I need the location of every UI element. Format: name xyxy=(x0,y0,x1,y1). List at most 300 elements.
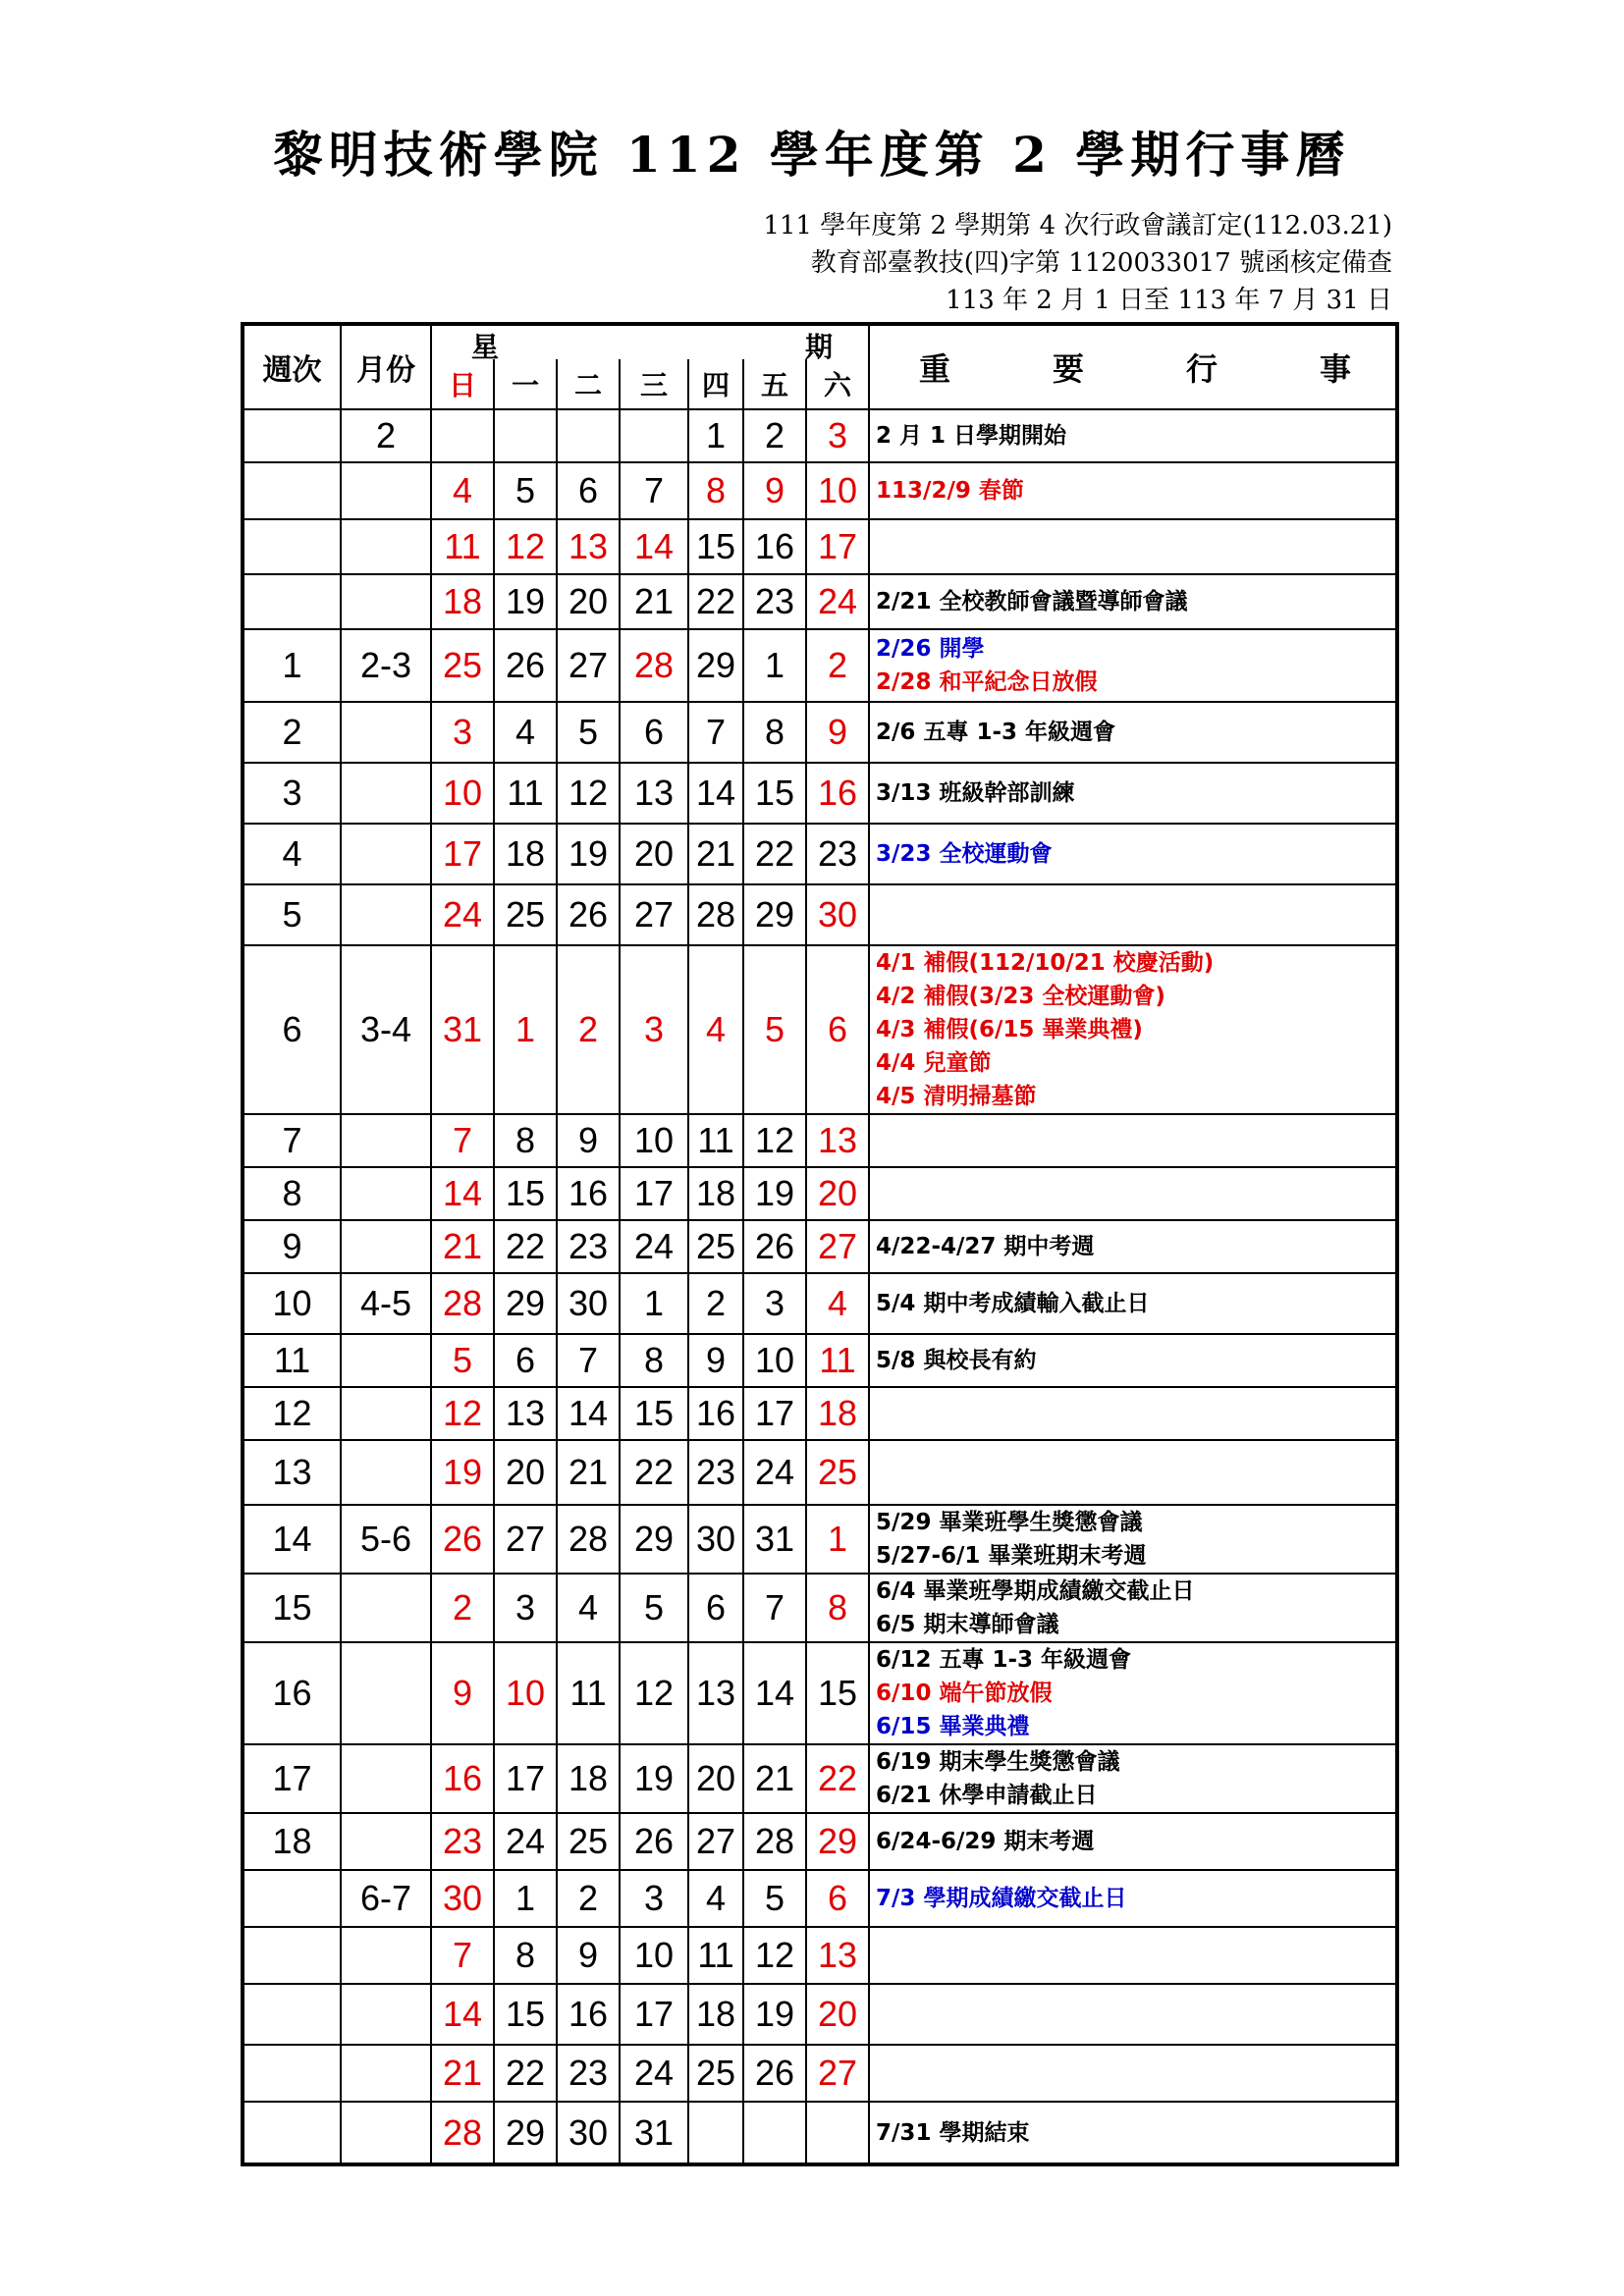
day-cell: 28 xyxy=(620,629,688,702)
day-cell: 17 xyxy=(743,1387,806,1440)
day-cell: 23 xyxy=(688,1440,743,1505)
day-cell: 20 xyxy=(620,824,688,884)
day-cell: 19 xyxy=(743,1984,806,2045)
header-week: 週次 xyxy=(243,324,341,409)
day-cell: 21 xyxy=(688,824,743,884)
day-header-wed: 三 xyxy=(620,359,688,409)
month-label xyxy=(341,1220,431,1273)
day-cell: 4 xyxy=(688,1870,743,1927)
event-item: 4/2 補假(3/23 全校運動會) xyxy=(876,984,1165,1009)
day-cell: 16 xyxy=(431,1744,494,1813)
day-cell: 27 xyxy=(620,884,688,945)
day-cell: 30 xyxy=(431,1870,494,1927)
day-cell: 11 xyxy=(688,1927,743,1984)
event-item: 3/13 班級幹部訓練 xyxy=(876,780,1075,806)
week-number: 8 xyxy=(243,1167,341,1220)
day-cell: 10 xyxy=(494,1642,557,1744)
day-cell: 3 xyxy=(620,945,688,1114)
month-label xyxy=(341,1387,431,1440)
calendar-row xyxy=(243,462,1397,519)
month-label xyxy=(341,519,431,574)
week-number: 9 xyxy=(243,1220,341,1273)
day-cell: 20 xyxy=(806,1167,869,1220)
calendar-row xyxy=(243,1387,1397,1440)
day-cell: 9 xyxy=(743,462,806,519)
day-cell: 6 xyxy=(494,1334,557,1387)
week-number: 12 xyxy=(243,1387,341,1440)
events-cell xyxy=(869,1870,1397,1927)
event-item: 4/5 清明掃墓節 xyxy=(876,1084,1037,1109)
event-item: 2/28 和平紀念日放假 xyxy=(876,669,1098,695)
month-label xyxy=(341,1984,431,2045)
day-cell: 7 xyxy=(688,702,743,763)
events-cell xyxy=(869,1167,1397,1220)
calendar-table xyxy=(241,322,1399,2166)
calendar-row xyxy=(243,1642,1397,1744)
day-cell: 18 xyxy=(494,824,557,884)
day-cell: 12 xyxy=(557,763,620,824)
events-cell xyxy=(869,1114,1397,1167)
header-events-char: 行 xyxy=(1186,350,1218,388)
day-header-fri: 五 xyxy=(743,359,806,409)
day-cell: 22 xyxy=(620,1440,688,1505)
day-cell: 16 xyxy=(743,519,806,574)
day-cell: 30 xyxy=(557,2102,620,2164)
day-cell: 8 xyxy=(806,1574,869,1642)
events-cell xyxy=(869,629,1397,702)
day-cell: 8 xyxy=(688,462,743,519)
day-cell: 21 xyxy=(620,574,688,629)
day-cell: 28 xyxy=(688,884,743,945)
day-header-tue: 二 xyxy=(557,359,620,409)
calendar-row xyxy=(243,884,1397,945)
day-header-thu: 四 xyxy=(688,359,743,409)
day-cell: 14 xyxy=(688,763,743,824)
day-cell: 25 xyxy=(688,2045,743,2102)
calendar-row xyxy=(243,1114,1397,1167)
header-period-char: 期 xyxy=(805,331,834,363)
day-cell: 17 xyxy=(620,1167,688,1220)
event-item: 6/19 期末學生獎懲會議 xyxy=(876,1749,1120,1775)
day-cell: 9 xyxy=(557,1927,620,1984)
event-item: 7/3 學期成績繳交截止日 xyxy=(876,1886,1127,1911)
day-cell: 26 xyxy=(743,2045,806,2102)
event-item: 113/2/9 春節 xyxy=(876,478,1024,504)
month-label: 2 xyxy=(341,409,431,462)
week-number xyxy=(243,409,341,462)
day-cell: 23 xyxy=(806,824,869,884)
calendar-body xyxy=(243,409,1397,2164)
day-cell: 5 xyxy=(557,702,620,763)
events-cell xyxy=(869,702,1397,763)
event-item: 6/10 端午節放假 xyxy=(876,1681,1053,1706)
day-cell: 11 xyxy=(688,1114,743,1167)
day-cell: 28 xyxy=(431,2102,494,2164)
event-item: 6/21 休學申請截止日 xyxy=(876,1783,1098,1808)
event-item: 4/3 補假(6/15 畢業典禮) xyxy=(876,1017,1143,1042)
day-cell: 29 xyxy=(620,1505,688,1574)
event-item: 5/27-6/1 畢業班期末考週 xyxy=(876,1543,1147,1569)
day-cell: 13 xyxy=(557,519,620,574)
events-cell xyxy=(869,462,1397,519)
header-star-char: 星 xyxy=(471,331,500,363)
month-label xyxy=(341,1114,431,1167)
day-cell: 24 xyxy=(620,1220,688,1273)
calendar-row xyxy=(243,1334,1397,1387)
day-cell: 18 xyxy=(557,1744,620,1813)
day-cell: 28 xyxy=(743,1813,806,1870)
event-item: 5/29 畢業班學生獎懲會議 xyxy=(876,1510,1143,1535)
day-cell: 15 xyxy=(494,1167,557,1220)
day-cell: 23 xyxy=(743,574,806,629)
semester-date-range: 113 年 2 月 1 日至 113 年 7 月 31 日 xyxy=(946,286,1392,315)
day-cell: 25 xyxy=(494,884,557,945)
day-cell: 26 xyxy=(494,629,557,702)
week-number: 14 xyxy=(243,1505,341,1574)
calendar-row xyxy=(243,629,1397,702)
day-cell: 1 xyxy=(688,409,743,462)
day-cell: 18 xyxy=(806,1387,869,1440)
event-item: 2/6 五專 1-3 年級週會 xyxy=(876,720,1116,745)
month-label: 6-7 xyxy=(341,1870,431,1927)
day-cell: 30 xyxy=(557,1273,620,1334)
day-cell: 18 xyxy=(431,574,494,629)
day-cell: 19 xyxy=(620,1744,688,1813)
month-label xyxy=(341,1334,431,1387)
day-cell: 2 xyxy=(557,945,620,1114)
day-cell: 3 xyxy=(620,1870,688,1927)
calendar-row xyxy=(243,1927,1397,1984)
day-cell: 14 xyxy=(620,519,688,574)
day-cell: 11 xyxy=(431,519,494,574)
day-cell: 1 xyxy=(743,629,806,702)
month-label xyxy=(341,2045,431,2102)
day-cell: 4 xyxy=(557,1574,620,1642)
day-cell: 16 xyxy=(557,1984,620,2045)
day-cell: 23 xyxy=(557,2045,620,2102)
event-item: 5/4 期中考成績輸入截止日 xyxy=(876,1291,1150,1316)
day-cell: 16 xyxy=(806,763,869,824)
day-cell: 6 xyxy=(806,1870,869,1927)
events-cell xyxy=(869,1642,1397,1744)
day-cell: 16 xyxy=(557,1167,620,1220)
day-cell: 14 xyxy=(743,1642,806,1744)
day-cell: 15 xyxy=(620,1387,688,1440)
day-cell: 17 xyxy=(806,519,869,574)
event-item: 6/15 畢業典禮 xyxy=(876,1714,1030,1739)
day-cell: 5 xyxy=(620,1574,688,1642)
day-cell: 24 xyxy=(431,884,494,945)
calendar-row xyxy=(243,1273,1397,1334)
day-cell: 8 xyxy=(494,1927,557,1984)
day-cell: 11 xyxy=(494,763,557,824)
events-cell xyxy=(869,1273,1397,1334)
day-cell: 1 xyxy=(620,1273,688,1334)
month-label xyxy=(341,1813,431,1870)
day-cell: 11 xyxy=(557,1642,620,1744)
day-cell xyxy=(620,409,688,462)
day-cell: 7 xyxy=(431,1114,494,1167)
day-cell: 1 xyxy=(806,1505,869,1574)
calendar-row xyxy=(243,702,1397,763)
week-number xyxy=(243,462,341,519)
day-cell: 4 xyxy=(806,1273,869,1334)
events-cell xyxy=(869,945,1397,1114)
calendar-row xyxy=(243,409,1397,462)
day-cell: 22 xyxy=(688,574,743,629)
day-cell xyxy=(494,409,557,462)
day-cell: 10 xyxy=(620,1114,688,1167)
day-cell: 10 xyxy=(620,1927,688,1984)
day-cell: 24 xyxy=(743,1440,806,1505)
month-label xyxy=(341,824,431,884)
day-cell: 25 xyxy=(431,629,494,702)
day-cell: 17 xyxy=(494,1744,557,1813)
day-cell: 27 xyxy=(557,629,620,702)
day-cell xyxy=(806,2102,869,2164)
header-events xyxy=(869,324,1397,409)
day-cell: 3 xyxy=(743,1273,806,1334)
week-number: 2 xyxy=(243,702,341,763)
day-cell: 9 xyxy=(431,1642,494,1744)
events-cell xyxy=(869,1440,1397,1505)
day-cell: 21 xyxy=(743,1744,806,1813)
month-label xyxy=(341,884,431,945)
header-events-char: 要 xyxy=(1053,350,1085,388)
month-label: 3-4 xyxy=(341,945,431,1114)
day-cell: 22 xyxy=(494,1220,557,1273)
month-label xyxy=(341,1744,431,1813)
day-cell: 15 xyxy=(688,519,743,574)
events-cell xyxy=(869,824,1397,884)
event-item: 2/26 開學 xyxy=(876,636,985,662)
week-number xyxy=(243,1870,341,1927)
week-number: 1 xyxy=(243,629,341,702)
day-cell: 24 xyxy=(620,2045,688,2102)
day-cell: 5 xyxy=(494,462,557,519)
day-cell: 17 xyxy=(620,1984,688,2045)
header-events-char: 重 xyxy=(919,350,951,388)
week-number: 3 xyxy=(243,763,341,824)
day-cell: 19 xyxy=(431,1440,494,1505)
event-item: 6/4 畢業班學期成績繳交截止日 xyxy=(876,1578,1195,1604)
day-cell: 3 xyxy=(494,1574,557,1642)
day-cell: 30 xyxy=(688,1505,743,1574)
day-cell: 2 xyxy=(806,629,869,702)
week-number: 11 xyxy=(243,1334,341,1387)
day-cell: 28 xyxy=(431,1273,494,1334)
event-item: 6/12 五專 1-3 年級週會 xyxy=(876,1647,1132,1673)
day-cell: 18 xyxy=(688,1984,743,2045)
day-cell: 8 xyxy=(494,1114,557,1167)
header-month: 月份 xyxy=(341,324,431,409)
calendar-row xyxy=(243,1220,1397,1273)
events-cell xyxy=(869,884,1397,945)
day-cell: 11 xyxy=(806,1334,869,1387)
week-number xyxy=(243,574,341,629)
day-cell: 17 xyxy=(431,824,494,884)
calendar-row xyxy=(243,1870,1397,1927)
month-label: 4-5 xyxy=(341,1273,431,1334)
day-cell: 29 xyxy=(806,1813,869,1870)
event-item: 6/5 期末導師會議 xyxy=(876,1612,1059,1637)
day-cell: 29 xyxy=(494,1273,557,1334)
day-cell: 31 xyxy=(743,1505,806,1574)
day-cell: 21 xyxy=(557,1440,620,1505)
day-cell: 26 xyxy=(431,1505,494,1574)
calendar-row xyxy=(243,1813,1397,1870)
day-cell: 27 xyxy=(806,1220,869,1273)
calendar-row xyxy=(243,574,1397,629)
day-cell: 15 xyxy=(494,1984,557,2045)
calendar-row xyxy=(243,2045,1397,2102)
day-cell: 27 xyxy=(688,1813,743,1870)
day-cell: 28 xyxy=(557,1505,620,1574)
day-cell: 13 xyxy=(620,763,688,824)
day-cell: 22 xyxy=(494,2045,557,2102)
calendar-row xyxy=(243,519,1397,574)
events-cell xyxy=(869,1744,1397,1813)
events-cell xyxy=(869,1220,1397,1273)
month-label xyxy=(341,1927,431,1984)
day-cell: 13 xyxy=(806,1114,869,1167)
event-item: 4/1 補假(112/10/21 校慶活動) xyxy=(876,950,1215,976)
day-cell: 20 xyxy=(557,574,620,629)
week-number xyxy=(243,1984,341,2045)
day-cell xyxy=(431,409,494,462)
day-cell: 20 xyxy=(494,1440,557,1505)
event-item: 2/21 全校教師會議暨導師會議 xyxy=(876,589,1188,614)
day-cell: 6 xyxy=(620,702,688,763)
events-cell xyxy=(869,1387,1397,1440)
events-cell xyxy=(869,2102,1397,2164)
month-label: 2-3 xyxy=(341,629,431,702)
events-cell xyxy=(869,574,1397,629)
day-cell: 29 xyxy=(494,2102,557,2164)
day-cell: 16 xyxy=(688,1387,743,1440)
day-cell: 21 xyxy=(431,1220,494,1273)
calendar-row xyxy=(243,1984,1397,2045)
day-cell: 12 xyxy=(494,519,557,574)
day-cell: 13 xyxy=(688,1642,743,1744)
day-cell: 15 xyxy=(806,1642,869,1744)
events-cell xyxy=(869,763,1397,824)
day-cell: 4 xyxy=(494,702,557,763)
month-label xyxy=(341,763,431,824)
month-label xyxy=(341,1642,431,1744)
day-cell: 23 xyxy=(557,1220,620,1273)
approval-note-ministry: 教育部臺教技(四)字第 1120033017 號函核定備查 xyxy=(810,248,1392,278)
day-cell: 29 xyxy=(743,884,806,945)
approval-note-meeting: 111 學年度第 2 學期第 4 次行政會議訂定(112.03.21) xyxy=(763,211,1392,240)
day-cell: 27 xyxy=(806,2045,869,2102)
day-cell xyxy=(743,2102,806,2164)
day-cell: 24 xyxy=(806,574,869,629)
calendar-row xyxy=(243,1574,1397,1642)
day-cell xyxy=(688,2102,743,2164)
month-label xyxy=(341,574,431,629)
event-item: 7/31 學期結束 xyxy=(876,2119,1030,2146)
week-number: 5 xyxy=(243,884,341,945)
day-cell: 23 xyxy=(431,1813,494,1870)
day-cell: 20 xyxy=(688,1744,743,1813)
day-cell: 20 xyxy=(806,1984,869,2045)
day-cell: 25 xyxy=(806,1440,869,1505)
day-cell: 26 xyxy=(743,1220,806,1273)
calendar-row xyxy=(243,763,1397,824)
week-number: 13 xyxy=(243,1440,341,1505)
day-cell: 31 xyxy=(431,945,494,1114)
events-cell xyxy=(869,1813,1397,1870)
day-cell xyxy=(557,409,620,462)
day-cell: 9 xyxy=(806,702,869,763)
day-cell: 22 xyxy=(743,824,806,884)
day-cell: 13 xyxy=(494,1387,557,1440)
week-number xyxy=(243,2045,341,2102)
calendar-row xyxy=(243,1505,1397,1574)
day-cell: 24 xyxy=(494,1813,557,1870)
events-cell xyxy=(869,2045,1397,2102)
event-item: 2 月 1 日學期開始 xyxy=(876,423,1067,449)
event-item: 3/23 全校運動會 xyxy=(876,841,1053,867)
day-cell: 15 xyxy=(743,763,806,824)
calendar-row xyxy=(243,2102,1397,2164)
day-cell: 26 xyxy=(557,884,620,945)
day-cell: 6 xyxy=(557,462,620,519)
day-cell: 19 xyxy=(743,1167,806,1220)
day-cell: 25 xyxy=(557,1813,620,1870)
calendar-row xyxy=(243,945,1397,1114)
day-cell: 7 xyxy=(557,1334,620,1387)
events-cell xyxy=(869,1505,1397,1574)
day-cell: 29 xyxy=(688,629,743,702)
calendar-row xyxy=(243,1440,1397,1505)
events-cell xyxy=(869,1334,1397,1387)
event-item: 6/24-6/29 期末考週 xyxy=(876,1829,1095,1854)
day-cell: 5 xyxy=(743,945,806,1114)
header-events-char: 事 xyxy=(1319,350,1351,388)
week-number: 10 xyxy=(243,1273,341,1334)
day-cell: 1 xyxy=(494,945,557,1114)
header-weekday xyxy=(431,324,869,363)
day-cell: 21 xyxy=(431,2045,494,2102)
week-number xyxy=(243,519,341,574)
day-cell: 22 xyxy=(806,1744,869,1813)
events-cell xyxy=(869,1927,1397,1984)
day-cell: 1 xyxy=(494,1870,557,1927)
day-cell: 27 xyxy=(494,1505,557,1574)
week-number xyxy=(243,2102,341,2164)
week-number: 16 xyxy=(243,1642,341,1744)
month-label xyxy=(341,1574,431,1642)
week-number: 7 xyxy=(243,1114,341,1167)
day-cell: 5 xyxy=(743,1870,806,1927)
calendar-row xyxy=(243,1744,1397,1813)
day-cell: 3 xyxy=(431,702,494,763)
day-cell: 19 xyxy=(494,574,557,629)
event-item: 5/8 與校長有約 xyxy=(876,1348,1037,1373)
calendar-header xyxy=(243,324,1397,409)
day-cell: 5 xyxy=(431,1334,494,1387)
day-cell: 10 xyxy=(743,1334,806,1387)
day-cell: 6 xyxy=(688,1574,743,1642)
event-item: 4/22-4/27 期中考週 xyxy=(876,1234,1095,1259)
events-cell xyxy=(869,409,1397,462)
events-cell xyxy=(869,1984,1397,2045)
day-cell: 10 xyxy=(431,763,494,824)
day-cell: 6 xyxy=(806,945,869,1114)
day-cell: 7 xyxy=(431,1927,494,1984)
